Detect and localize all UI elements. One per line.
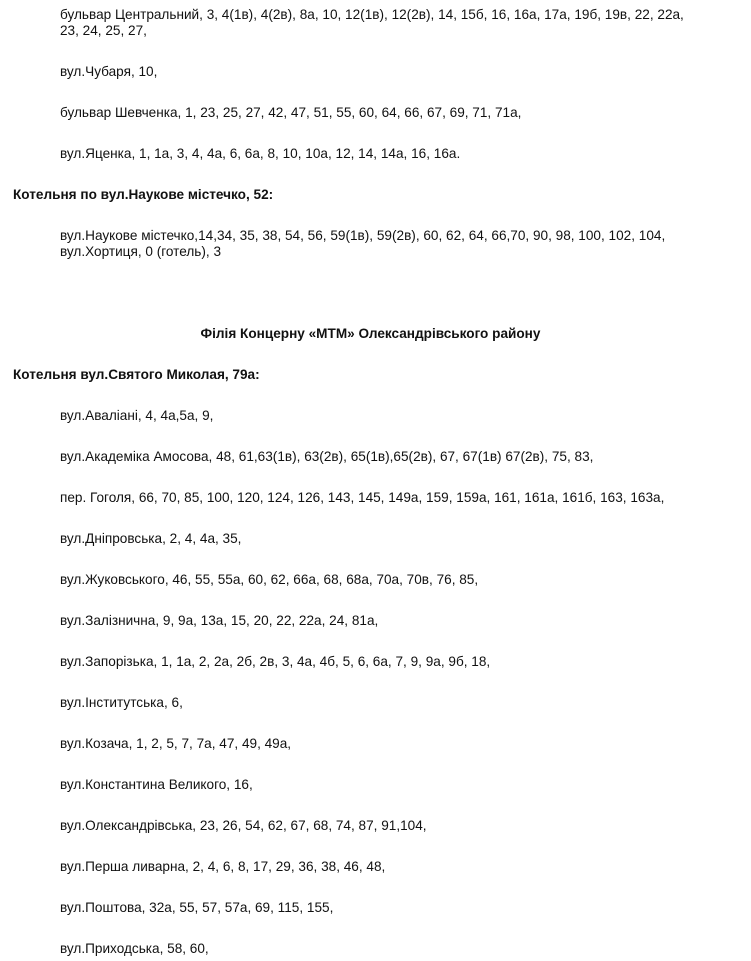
address-line: вул.Інститутська, 6,	[60, 695, 183, 710]
address-line: вул.Перша ливарна, 2, 4, 6, 8, 17, 29, 36, 38, 46, 48,	[60, 859, 386, 874]
boiler-heading: Котельня вул.Святого Миколая, 79а:	[13, 367, 260, 382]
address-line: вул.Олександрівська, 23, 26, 54, 62, 67, 68, 74, 87, 91,104,	[60, 818, 427, 833]
address-line: вул.Дніпровська, 2, 4, 4а, 35,	[60, 531, 242, 546]
address-text-continued: вул.Хортиця, 0 (готель), 3	[60, 244, 222, 259]
address-line: вул.Запорізька, 1, 1а, 2, 2а, 2б, 2в, 3, 4а, 4б, 5, 6, 6а, 7, 9, 9а, 9б, 18,	[60, 654, 491, 669]
address-text-continued: 23, 24, 25, 27,	[60, 23, 147, 38]
address-text: вул.Наукове містечко,14,34, 35, 38, 54, 56, 59(1в), 59(2в), 60, 62, 64, 66,70, 90, 98, 100, 102, 104,	[60, 228, 666, 243]
address-line: вул.Жуковського, 46, 55, 55а, 60, 62, 66а, 68, 68а, 70а, 70в, 76, 85,	[60, 572, 479, 587]
address-line: вул.Приходська, 58, 60,	[60, 941, 209, 956]
address-line: вул.Козача, 1, 2, 5, 7, 7а, 47, 49, 49а,	[60, 736, 292, 751]
address-line: вул.Аваліані, 4, 4а,5а, 9,	[60, 408, 214, 423]
address-line: вул.Яценка, 1, 1а, 3, 4, 4а, 6, 6а, 8, 10, 10а, 12, 14, 14а, 16, 16а.	[60, 146, 461, 161]
address-line: вул.Чубаря, 10,	[60, 64, 158, 79]
address-line: бульвар Шевченка, 1, 23, 25, 27, 42, 47, 51, 55, 60, 64, 66, 67, 69, 71, 71а,	[60, 105, 522, 120]
address-line: пер. Гоголя, 66, 70, 85, 100, 120, 124, 126, 143, 145, 149а, 159, 159а, 161, 161а, 161б, 163, 163а,	[60, 490, 665, 505]
address-line: вул.Константина Великого, 16,	[60, 777, 253, 792]
address-text: бульвар Центральний, 3, 4(1в), 4(2в), 8а, 10, 12(1в), 12(2в), 14, 15б, 16, 16а, 17а, 19б, 19в, 22, 22а,	[60, 7, 684, 22]
address-line	[60, 7, 684, 39]
address-line	[60, 228, 665, 260]
address-line: вул.Залізнична, 9, 9а, 13а, 15, 20, 22, 22а, 24, 81а,	[60, 613, 379, 628]
address-line: вул.Академіка Амосова, 48, 61,63(1в), 63(2в), 65(1в),65(2в), 67, 67(1в) 67(2в), 75, 83,	[60, 449, 594, 464]
boiler-heading: Котельня по вул.Наукове містечко, 52:	[13, 187, 274, 202]
section-title: Філія Концерну «МТМ» Олександрівського району	[200, 326, 541, 341]
address-line: вул.Поштова, 32а, 55, 57, 57а, 69, 115, 155,	[60, 900, 334, 915]
